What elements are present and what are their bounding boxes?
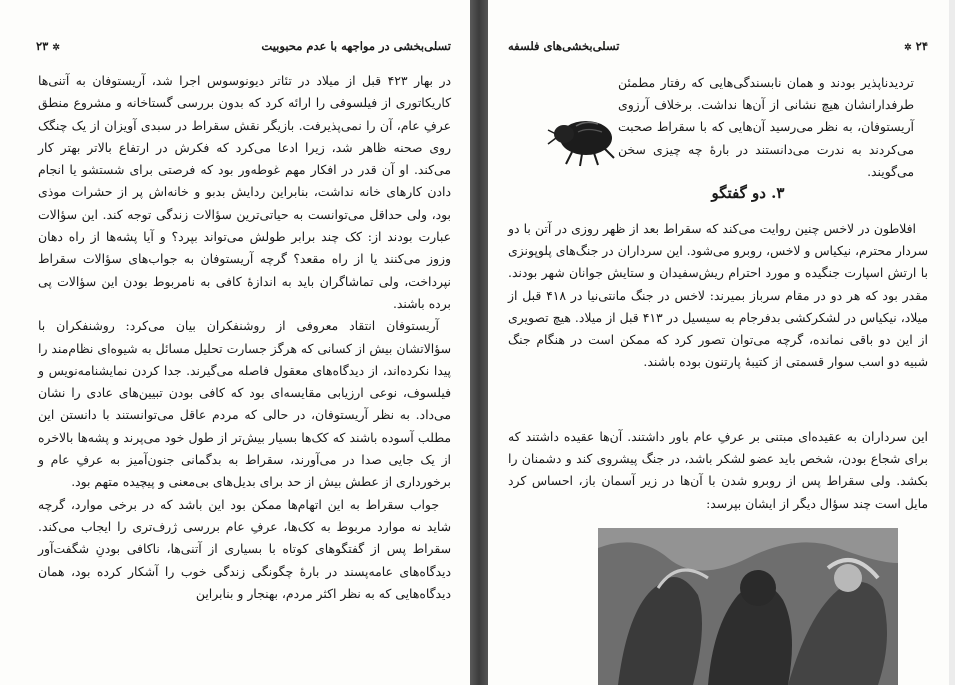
left-page-body (38, 70, 451, 605)
section-heading: ۳. دو گفتگو (711, 184, 785, 202)
right-paragraph-2-text: این سرداران به عقیده‌ای مبتنی بر عرفِ عام باور داشتند. آن‌ها عقیده داشتند که برای شجاع بودن، شخص باید عضو لشکر باشد، در جنگ پیشروی کند و دشمنان را بکشد. ولی سقراط پس از روبرو شدن با آن‌ها در زیر آسمان باز، احساس کرد مایل است چند سؤال دیگر از ایشان بپرسد: (508, 429, 928, 511)
left-page (0, 0, 470, 685)
book-spine (470, 0, 488, 685)
page-edge (949, 0, 955, 685)
right-running-title: تسلی‌بخشی‌های فلسفه (508, 39, 620, 53)
parthenon-frieze-photo (598, 528, 898, 685)
right-page (488, 0, 955, 685)
right-paragraph-2 (508, 426, 928, 515)
right-paragraph-1 (508, 218, 928, 373)
star-ornament-icon: ✲ (52, 43, 60, 53)
left-page-header (36, 38, 451, 54)
right-page-number-group (900, 39, 928, 53)
right-paragraph-1-text: افلاطون در لاخس چنین روایت می‌کند که سقراط بعد از ظهر روزی در آتن با دو سردار محترم، نیکیاس و لاخس، روبرو می‌شود. این سرداران در جنگ‌های پلوپونزی با ارتش اسپارت جنگیده و مورد احترام ریش‌سفیدان و ستایش جوانان شهر بودند. مقدر بود که هر دو در مقام سرباز بمیرند: لاخس در جنگ مانتی‌نیا در ۴۱۸ قبل از میلاد، نیکیاس در لشکرکشی بدفرجام به سیسیل در ۴۱۳ قبل از میلاد. هیچ تصویری از این دو باقی نمانده، گرچه می‌توان تصور کرد که ممکن است در هنگام جنگ شبیه دو اسب سوار قسمتی از کتیبهٔ پارتنون بوده باشند. (508, 221, 929, 370)
right-intro-text (618, 72, 914, 183)
left-running-title: تسلی‌بخشی در مواجهه با عدم محبوبیت (261, 39, 451, 53)
right-intro-paragraph: تردیدناپذیر بودند و همان نابسندگی‌هایی که رفتار مطمئن طرفدارانشان هیچ نشانی از آن‌ها نداشت. برخلاف آرزوی آریستوفان، به نظر می‌رسید آن‌هایی که با سقراط صحبت می‌کردند به ندرت می‌دانستند در بارهٔ چه چیزی سخن می‌گویند. (618, 75, 914, 179)
left-page-number-group (36, 39, 64, 53)
left-paragraph-2: آریستوفان انتقاد معروفی از روشنفکران بیان می‌کرد: روشنفکران با سؤالاتشان بیش از کسانی که هرگز جسارت تحلیل مسائل به شیوه‌ای نظام‌مند را پیدا نکرده‌اند، از دیدگاه‌های معقول فاصله می‌گیرند. جدا کردن نمایشنامه‌نویس و فیلسوف، نوعی ارزیابی مقایسه‌ای بود که کافی بودن تبیین‌های عادی را نشان می‌داد. به نظر آریستوفان، در حالی که مردم عاقل می‌توانستند با دانستن این مطلب آسوده باشند که کک‌ها بسیار بیش‌تر از طول خود می‌پرند و پشه‌ها بالاخره از یک جایی صدا در می‌آورند، سقراط به بدگمانی جنون‌آمیز به عرفِ عام و برخورداری از عطش بیش از حد برای بدیل‌های بی‌معنی و پیچیده متهم بود. (38, 318, 451, 490)
left-paragraph-3: جواب سقراط به این اتهام‌ها ممکن بود این باشد که در برخی موارد، گرچه شاید نه موارد مربوط به کک‌ها، عرفِ عام بررسی ژرف‌تری را ایجاب می‌کند. سقراط پس از گفتگوهای کوتاه با بسیاری از آتنی‌ها، ناکافی بودنِ شگفت‌آور دیدگاه‌های عامه‌پسند در بارهٔ چگونگی زندگی خوب را آشکار کرده بود، همان دیدگاه‌هایی که به نظر اکثر مردم، بهنجار و بنابراین (38, 496, 451, 601)
star-ornament-icon: ✲ (904, 43, 912, 53)
flea-illustration (546, 108, 620, 168)
right-page-header (508, 38, 928, 54)
left-paragraph-1: در بهار ۴۲۳ قبل از میلاد در تئاتر دیونوسوس اجرا شد، آریستوفان به آتنی‌ها کاریکاتوری از فیلسوفی را ارائه کرد که بدون بررسی گستاخانه و مشروع منطق عرفِ عام، آن را نمی‌پذیرفت. بازیگر نقش سقراط در سبدی آویزان از یک چنگک روی صحنه ظاهر شد، زیرا ادعا می‌کرد که فکرش در ارتفاع بالاتر بهتر کار می‌کند. او آن قدر در افکار مهم غوطه‌ور بود که فرصتی برای شستشو یا انجام دادن کارهای خانه نداشت، بنابراین ردایش بدبو و خانه‌اش پر از حشرات موذی بود، ولی حداقل می‌توانست به حیاتی‌ترین سؤالات زندگی توجه کند. این سؤالات عبارت بودند از: کک چند برابر طولش می‌تواند بپرد؟ و آیا پشه‌ها از راه دهان وزوز می‌کنند یا از راه مقعد؟ گرچه آریستوفان به جواب‌های سؤالات سقراط نپرداخت، ولی تماشاگران باید به اندازهٔ کافی به نامربوط بودن این سؤالات پی برده باشند. (38, 73, 451, 311)
right-page-number: ۲۴ (915, 39, 928, 53)
left-page-number: ۲۳ (36, 39, 49, 53)
